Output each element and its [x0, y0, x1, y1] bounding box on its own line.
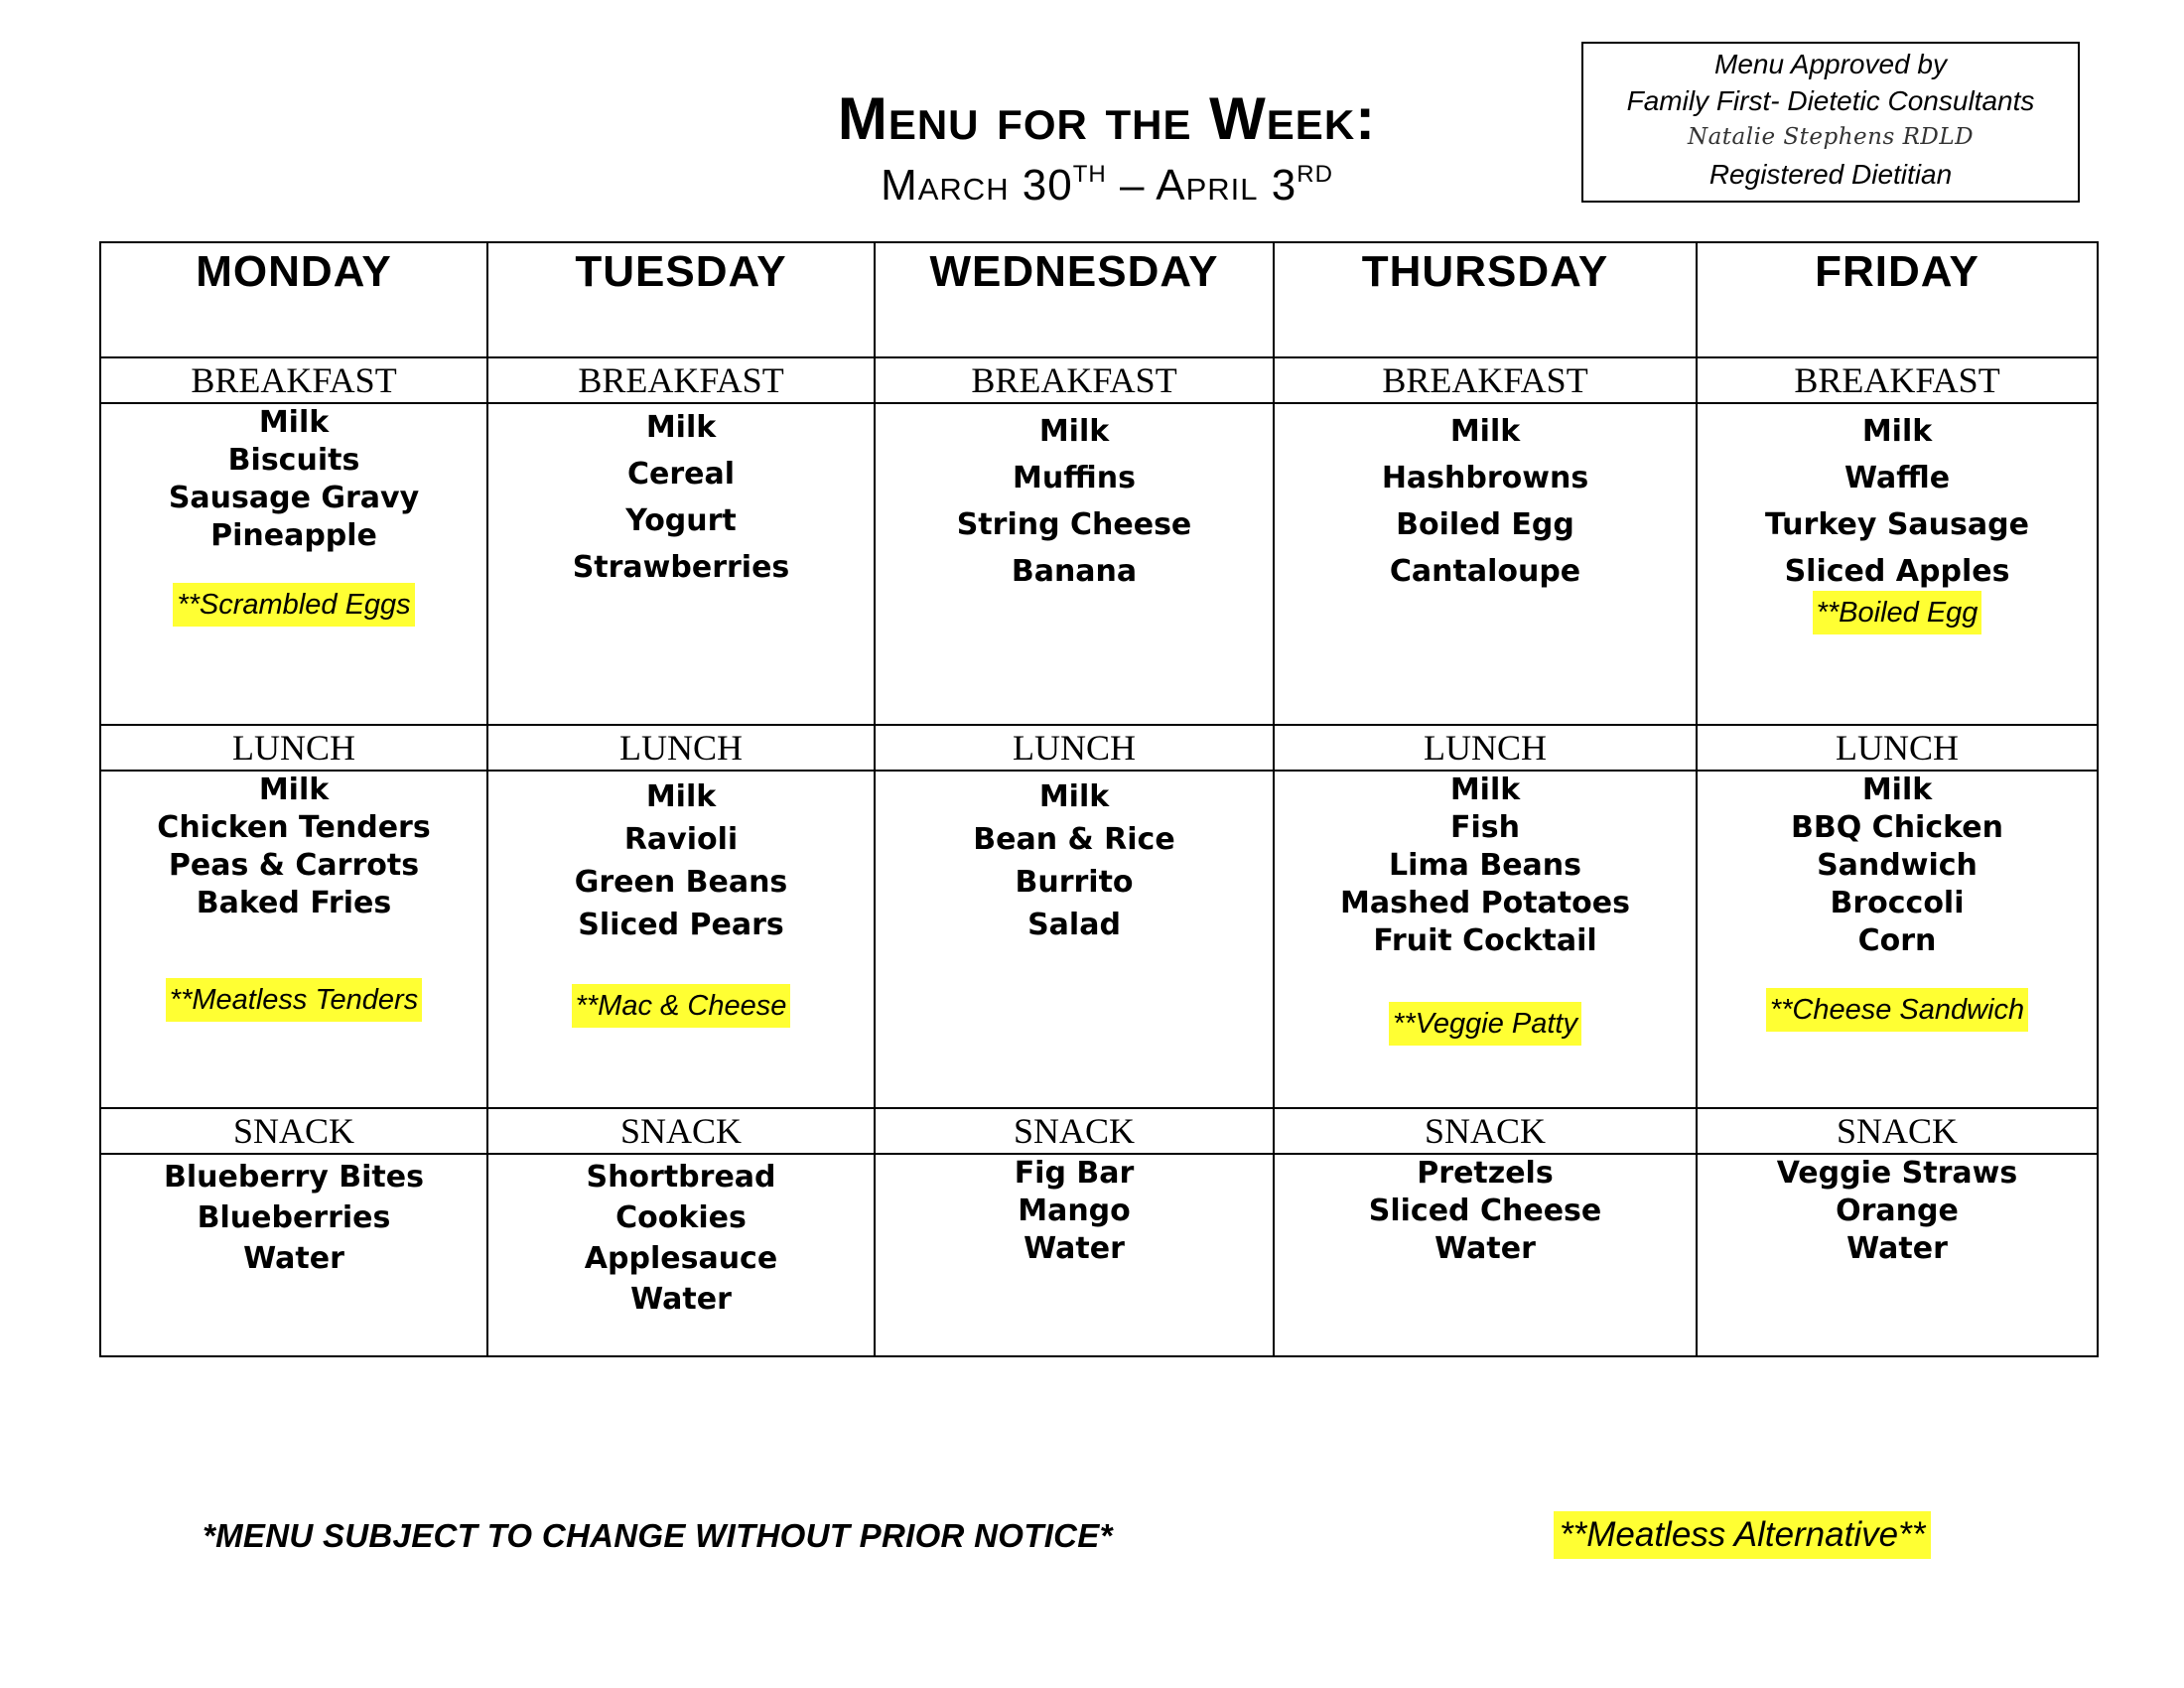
snack-row: [100, 1154, 2098, 1356]
meatless-alternative-text: **Mac & Cheese: [572, 984, 791, 1028]
menu-item: Pineapple: [210, 518, 377, 553]
meal-label: LUNCH: [1697, 725, 2098, 771]
snack-cell: [1274, 1154, 1697, 1356]
snack-label-row: [100, 1108, 2098, 1154]
menu-item: Milk: [258, 773, 330, 807]
menu-item: BBQ Chicken: [1791, 810, 2003, 845]
lunch-row: [100, 771, 2098, 1108]
date-end: April 3: [1156, 161, 1297, 210]
menu-item: Muffins: [1013, 461, 1136, 495]
meal-label: BREAKFAST: [1697, 357, 2098, 403]
meal-label: SNACK: [100, 1108, 487, 1154]
menu-item: Blueberries: [197, 1200, 391, 1235]
date-range: [695, 151, 1519, 210]
day-header: TUESDAY: [487, 242, 875, 357]
menu-item: Bean & Rice: [973, 822, 1175, 857]
meal-label: LUNCH: [100, 725, 487, 771]
menu-item: Applesauce: [584, 1241, 778, 1276]
snack-cell: [875, 1154, 1274, 1356]
menu-item: Water: [1434, 1231, 1536, 1266]
menu-item: Cantaloupe: [1389, 554, 1581, 589]
date-start-suffix: TH: [1072, 161, 1107, 188]
menu-item: Cereal: [626, 457, 736, 492]
meatless-alternative: [101, 589, 486, 622]
menu-item: Water: [1846, 1231, 1948, 1266]
approval-line-2: Family First- Dietetic Consultants: [1626, 85, 2035, 116]
menu-item: Biscuits: [227, 443, 360, 478]
menu-item: Milk: [1449, 414, 1521, 449]
lunch-cell: [100, 771, 487, 1108]
menu-item: Sliced Cheese: [1368, 1194, 1602, 1228]
menu-item: Sandwich: [1817, 848, 1978, 883]
menu-item: Banana: [1011, 554, 1138, 589]
menu-item: Ravioli: [623, 822, 739, 857]
menu-item: Broccoli: [1830, 886, 1965, 920]
menu-table: [99, 241, 2099, 1357]
breakfast-cell: [875, 403, 1274, 725]
menu-item: Water: [243, 1241, 344, 1276]
menu-item: Cookies: [615, 1200, 747, 1235]
menu-item: Milk: [1038, 779, 1110, 814]
meal-label: SNACK: [1274, 1108, 1697, 1154]
menu-item: Fish: [1450, 810, 1520, 845]
lunch-cell: [1274, 771, 1697, 1108]
menu-item: Veggie Straws: [1776, 1156, 2018, 1191]
meal-label: LUNCH: [875, 725, 1274, 771]
breakfast-row: [100, 403, 2098, 725]
meatless-alternative: [488, 990, 874, 1023]
page-title: Menu for the Week:: [837, 85, 1377, 152]
lunch-cell: [875, 771, 1274, 1108]
meatless-legend: **Meatless Alternative**: [1554, 1511, 1931, 1559]
breakfast-cell: [100, 403, 487, 725]
menu-item: Water: [630, 1282, 732, 1317]
meal-label: LUNCH: [487, 725, 875, 771]
approval-line-1: Menu Approved by: [1714, 49, 1947, 79]
breakfast-cell: [487, 403, 875, 725]
day-header: MONDAY: [100, 242, 487, 357]
snack-cell: [100, 1154, 487, 1356]
menu-item: Milk: [1449, 773, 1521, 807]
menu-change-notice: *MENU SUBJECT TO CHANGE WITHOUT PRIOR NOTICE*: [203, 1517, 1113, 1554]
day-header: WEDNESDAY: [875, 242, 1274, 357]
meatless-alternative-text: **Cheese Sandwich: [1766, 988, 2028, 1032]
meal-label: SNACK: [1697, 1108, 2098, 1154]
breakfast-label-row: [100, 357, 2098, 403]
meatless-alternative-text: **Meatless Tenders: [166, 978, 422, 1022]
approval-box: [1581, 42, 2080, 203]
menu-item: Milk: [645, 779, 717, 814]
date-start: March 30: [881, 161, 1073, 210]
menu-item: Hashbrowns: [1381, 461, 1589, 495]
menu-item: Salad: [1027, 908, 1121, 942]
menu-item: Milk: [645, 410, 717, 445]
meal-label: BREAKFAST: [100, 357, 487, 403]
menu-item: Boiled Egg: [1396, 507, 1574, 542]
menu-item: Chicken Tenders: [157, 810, 431, 845]
snack-cell: [1697, 1154, 2098, 1356]
lunch-label-row: [100, 725, 2098, 771]
menu-item: Corn: [1857, 923, 1937, 958]
menu-item: Sausage Gravy: [168, 481, 420, 515]
menu-item: Sliced Pears: [578, 908, 784, 942]
menu-item: Waffle: [1843, 461, 1951, 495]
menu-item: Milk: [1861, 773, 1933, 807]
meatless-alternative: [1698, 597, 2097, 630]
meatless-alternative-text: **Veggie Patty: [1389, 1002, 1581, 1046]
meal-label: SNACK: [875, 1108, 1274, 1154]
meal-label: BREAKFAST: [875, 357, 1274, 403]
meal-label: BREAKFAST: [1274, 357, 1697, 403]
meatless-alternative: [101, 984, 486, 1017]
menu-item: Turkey Sausage: [1765, 507, 2029, 542]
menu-item: Shortbread: [586, 1160, 776, 1195]
menu-item: Pretzels: [1417, 1156, 1554, 1191]
menu-item: Lima Beans: [1388, 848, 1582, 883]
menu-item: Sliced Apples: [1784, 554, 2010, 589]
menu-item: Water: [1024, 1231, 1125, 1266]
dietitian-signature: Natalie Stephens RDLD: [1687, 124, 1975, 150]
date-end-suffix: RD: [1297, 161, 1333, 188]
menu-item: Mashed Potatoes: [1340, 886, 1630, 920]
meal-label: LUNCH: [1274, 725, 1697, 771]
breakfast-cell: [1274, 403, 1697, 725]
approval-line-4: Registered Dietitian: [1708, 159, 1953, 190]
meal-label: SNACK: [487, 1108, 875, 1154]
meal-label: BREAKFAST: [487, 357, 875, 403]
lunch-cell: [487, 771, 875, 1108]
menu-item: Fig Bar: [1014, 1156, 1135, 1191]
menu-item: Milk: [258, 405, 330, 440]
meatless-alternative: [1698, 994, 2097, 1027]
menu-item: String Cheese: [956, 507, 1192, 542]
breakfast-cell: [1697, 403, 2098, 725]
day-header: FRIDAY: [1697, 242, 2098, 357]
menu-item: Strawberries: [572, 550, 790, 585]
menu-item: Milk: [1038, 414, 1110, 449]
menu-item: Blueberry Bites: [164, 1160, 424, 1195]
day-header-row: [100, 242, 2098, 357]
snack-cell: [487, 1154, 875, 1356]
date-separator: –: [1106, 161, 1157, 210]
meatless-alternative-text: **Scrambled Eggs: [173, 583, 414, 627]
menu-item: Peas & Carrots: [168, 848, 420, 883]
menu-item: Milk: [1861, 414, 1933, 449]
menu-item: Burrito: [1015, 865, 1134, 900]
lunch-cell: [1697, 771, 2098, 1108]
menu-item: Orange: [1836, 1194, 1959, 1228]
menu-item: Mango: [1018, 1194, 1131, 1228]
menu-item: Baked Fries: [196, 886, 392, 920]
menu-item: Yogurt: [625, 503, 737, 538]
menu-item: Green Beans: [574, 865, 788, 900]
day-header: THURSDAY: [1274, 242, 1697, 357]
meatless-alternative: [1275, 1008, 1696, 1041]
menu-item: Fruit Cocktail: [1373, 923, 1597, 958]
meatless-alternative-text: **Boiled Egg: [1813, 591, 1982, 634]
title-block: [695, 87, 1519, 210]
